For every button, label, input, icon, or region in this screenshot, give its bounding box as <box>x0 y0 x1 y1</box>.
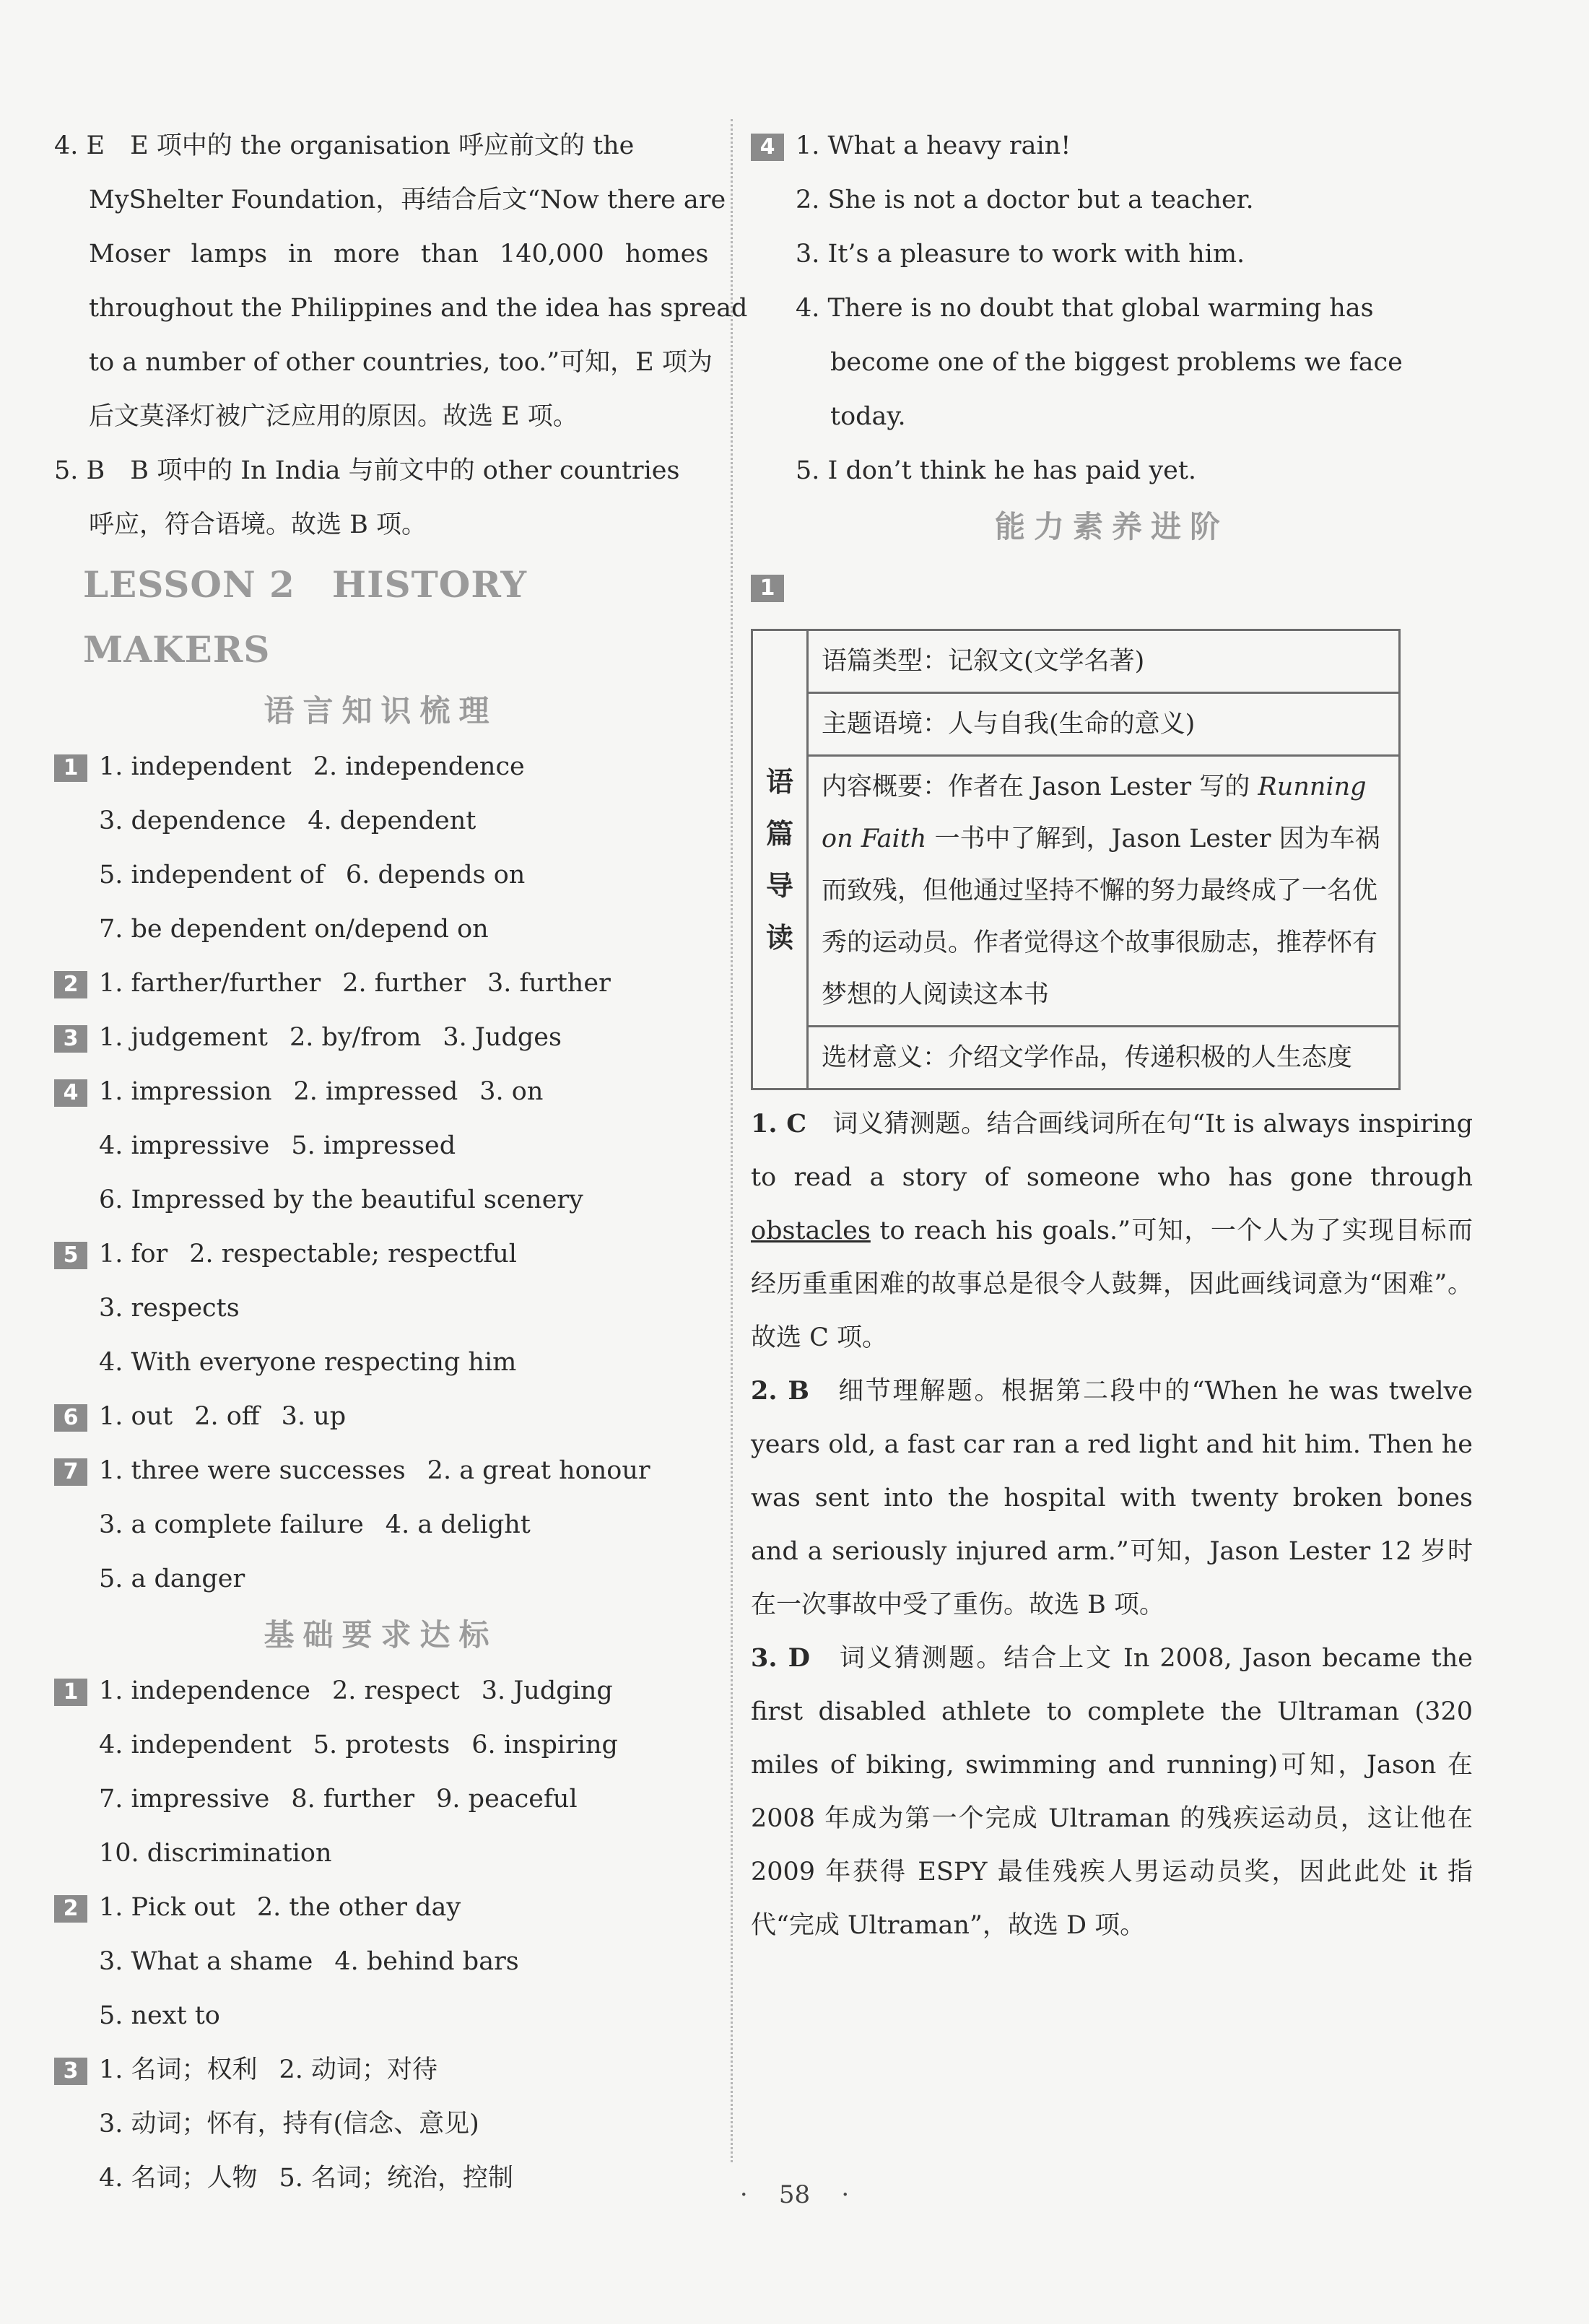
answer-item: 1. independence <box>99 1676 311 1705</box>
exercise-badge: 6 <box>54 1404 87 1432</box>
answer-item: 2. further <box>342 969 466 998</box>
answer-item: 3. up <box>281 1402 347 1431</box>
answer-1: 1. C 词义猜测题。结合画线词所在句“It is always inspiring to read a story of someone who has gone through obstacles to reach his goals.”可知，一个人为了实现目标而经历重重困难的故事总是很令人鼓舞，因此画线词意为“困难”。故选 C 项。 <box>751 1109 1473 1352</box>
answer-item: 4. dependent <box>308 806 476 835</box>
column-divider <box>731 119 733 2162</box>
answer-item: 7. be dependent on/depend on <box>99 915 489 944</box>
section-language-answers <box>54 740 708 1606</box>
answer-line <box>54 1989 708 2043</box>
answer-line <box>54 1011 708 1065</box>
left-column <box>54 119 748 2206</box>
answer-item: 2. 动词；对待 <box>279 2055 438 2084</box>
answer-line <box>54 1119 708 1173</box>
answer-item: 7. impressive <box>99 1785 270 1814</box>
underlined-word: obstacles <box>751 1217 871 1245</box>
guide-text-type: 语篇类型：记叙文(文学名著) <box>808 630 1400 693</box>
exercise-4-answers <box>751 119 1473 498</box>
answer-item: 1. for <box>99 1240 168 1268</box>
text-line: Moser lamps in more than 140,000 homes <box>89 240 709 269</box>
answer-item: 3. a complete failure <box>99 1510 364 1539</box>
answer-item: 4. a delight <box>385 1510 531 1539</box>
answer-line <box>54 740 708 794</box>
answer-item: 1. out <box>99 1402 173 1431</box>
text-line: 呼应，符合语境。故选 B 项。 <box>89 510 427 539</box>
text-line: 4. E E 项中的 the organisation 呼应前文的 the <box>54 131 635 160</box>
answer-item: 1. farther/further <box>99 969 321 998</box>
answer-line <box>54 902 708 957</box>
answer-item: 5. a danger <box>99 1564 245 1593</box>
text-line: 后文莫泽灯被广泛应用的原因。故选 E 项。 <box>89 402 578 431</box>
answer-item: 6. depends on <box>345 861 526 889</box>
answer-item: 4. impressive <box>99 1131 270 1160</box>
exercise-badge: 2 <box>54 971 87 998</box>
answer-line <box>54 1827 708 1881</box>
answer-line <box>54 1664 708 1718</box>
section-title-language: 语言知识梳理 <box>264 693 498 728</box>
answer-3: 3. D 词义猜测题。结合上文 In 2008, Jason became the first disabled athlete to complete the Ultraman (320 miles of biking, swimming and running)可知，Jason 在 2008 年成为第一个完成 Ultraman 的残疾运动员，这让他在 2009 年获得 ESPY 最佳残疾人男运动员奖，因此此处 it 指代“完成 Ultraman”，故选 D 项。 <box>751 1643 1473 1940</box>
answer-item: 5. impressed <box>291 1131 456 1160</box>
answer-line <box>54 1552 708 1606</box>
answer-item: 5. next to <box>99 2001 220 2030</box>
answer-line: 5. I don’t think he has paid yet. <box>796 456 1197 485</box>
answer-item: 1. three were successes <box>99 1456 406 1485</box>
exercise-badge: 2 <box>54 1895 87 1923</box>
lesson-title: LESSON 2 HISTORY MAKERS <box>83 563 528 671</box>
exercise-badge: 3 <box>54 1025 87 1053</box>
answer-item: 5. 名词；统治，控制 <box>279 2164 514 2193</box>
answer-item: 1. impression <box>99 1077 272 1106</box>
answer-item: 9. peaceful <box>436 1785 578 1814</box>
answer-line <box>54 1772 708 1827</box>
answer-item: 4. independent <box>99 1731 292 1759</box>
answer-item: 3. Judges <box>443 1023 562 1052</box>
text-line: MyShelter Foundation，再结合后文“Now there are <box>89 186 726 214</box>
exercise-badge: 1 <box>54 754 87 782</box>
answer-item: 2. by/from <box>289 1023 422 1052</box>
answer-item: 2. a great honour <box>427 1456 650 1485</box>
exercise-badge: 4 <box>54 1079 87 1107</box>
answer-item: 6. Impressed by the beautiful scenery <box>99 1185 583 1214</box>
answer-item: 3. dependence <box>99 806 287 835</box>
answer-line <box>54 1718 708 1772</box>
answer-line <box>54 1444 708 1498</box>
section-basic-answers <box>54 1664 708 2206</box>
answer-item: 2. the other day <box>256 1893 461 1922</box>
answer-item: 3. further <box>487 969 611 998</box>
answer-line <box>54 1390 708 1444</box>
answer-2: 2. B 细节理解题。根据第二段中的“When he was twelve years old, a fast car ran a red light and hit him. Then he was sent into the hospital with twenty broken bones and a seriously injured arm.”可知，Jason Lester 12 岁时在一次事故中受了重伤。故选 B 项。 <box>751 1376 1473 1619</box>
answer-item: 1. 名词；权利 <box>99 2055 258 2084</box>
section-title-basic: 基础要求达标 <box>264 1617 498 1653</box>
answer-line <box>54 1336 708 1390</box>
exercise-badge: 7 <box>54 1458 87 1486</box>
answer-line: 2. She is not a doctor but a teacher. <box>796 186 1254 214</box>
answer-line <box>54 2097 708 2151</box>
reading-guide-table <box>751 629 1401 1090</box>
exercise-badge: 1 <box>751 575 784 602</box>
answer-line <box>54 1227 708 1281</box>
answer-item: 3. respects <box>99 1294 240 1323</box>
guide-theme: 主题语境：人与自我(生命的意义) <box>808 693 1400 756</box>
answer-item: 10. discrimination <box>99 1839 332 1868</box>
answer-line: today. <box>830 402 906 431</box>
answer-line <box>54 1281 708 1336</box>
answer-item: 8. further <box>291 1785 415 1814</box>
answer-item: 2. independence <box>313 752 525 781</box>
text-line: 5. B B 项中的 In India 与前文中的 other countries <box>54 456 680 485</box>
answer-item: 4. 名词；人物 <box>99 2164 258 2193</box>
answer-item: 1. independent <box>99 752 292 781</box>
answer-line <box>54 794 708 848</box>
right-column <box>751 119 1473 1952</box>
answer-line <box>54 848 708 902</box>
exercise-badge: 5 <box>54 1242 87 1269</box>
answer-line <box>54 1881 708 1935</box>
answer-item: 2. impressed <box>293 1077 458 1106</box>
answer-line: 4. There is no doubt that global warming has <box>796 294 1374 323</box>
text-line: to a number of other countries, too.”可知，E 项为 <box>89 348 713 377</box>
answer-item: 4. With everyone respecting him <box>99 1348 517 1377</box>
answer-item: 2. off <box>194 1402 260 1431</box>
text-line: throughout the Philippines and the idea has spread <box>89 294 748 323</box>
answer-item: 2. respect <box>332 1676 460 1705</box>
answer-line: become one of the biggest problems we face <box>830 348 1403 377</box>
answer-line <box>54 1935 708 1989</box>
guide-vertical-label: 语 篇 导 读 <box>752 630 808 1089</box>
guide-summary: 内容概要：作者在 Jason Lester 写的 Running on Faith 一书中了解到，Jason Lester 因为车祸而致残，但他通过坚持不懈的努力最终成了一名优秀的运动员。作者觉得这个故事很励志，推荐怀有梦想的人阅读这本书 <box>808 756 1400 1027</box>
section-title-advanced: 能力素养进阶 <box>994 509 1229 544</box>
answer-line <box>54 2043 708 2097</box>
answer-line <box>54 1498 708 1552</box>
answer-item: 2. respectable; respectful <box>189 1240 517 1268</box>
page-number: · 58 · <box>739 2180 850 2209</box>
answer-item: 3. What a shame <box>99 1947 313 1976</box>
answer-item: 5. independent of <box>99 861 324 889</box>
answer-item: 1. judgement <box>99 1023 268 1052</box>
answer-line <box>54 1065 708 1119</box>
answer-item: 1. Pick out <box>99 1893 235 1922</box>
answer-item: 3. Judging <box>481 1676 613 1705</box>
answer-line <box>54 957 708 1011</box>
answer-item: 3. 动词；怀有，持有(信念、意见) <box>99 2110 479 2138</box>
answer-q4 <box>54 119 748 444</box>
answer-q5 <box>54 444 708 552</box>
guide-significance: 选材意义：介绍文学作品，传递积极的人生态度 <box>808 1027 1400 1089</box>
exercise-badge: 1 <box>54 1679 87 1706</box>
answer-item: 3. on <box>479 1077 544 1106</box>
exercise-badge: 4 <box>751 134 784 161</box>
answer-line <box>54 1173 708 1227</box>
answer-item: 4. behind bars <box>334 1947 519 1976</box>
answer-line: 4 1. What a heavy rain! <box>751 119 1473 173</box>
answer-item: 6. inspiring <box>471 1731 618 1759</box>
answer-line: 3. It’s a pleasure to work with him. <box>796 240 1245 269</box>
answer-item: 5. protests <box>313 1731 450 1759</box>
exercise-badge: 3 <box>54 2058 87 2085</box>
